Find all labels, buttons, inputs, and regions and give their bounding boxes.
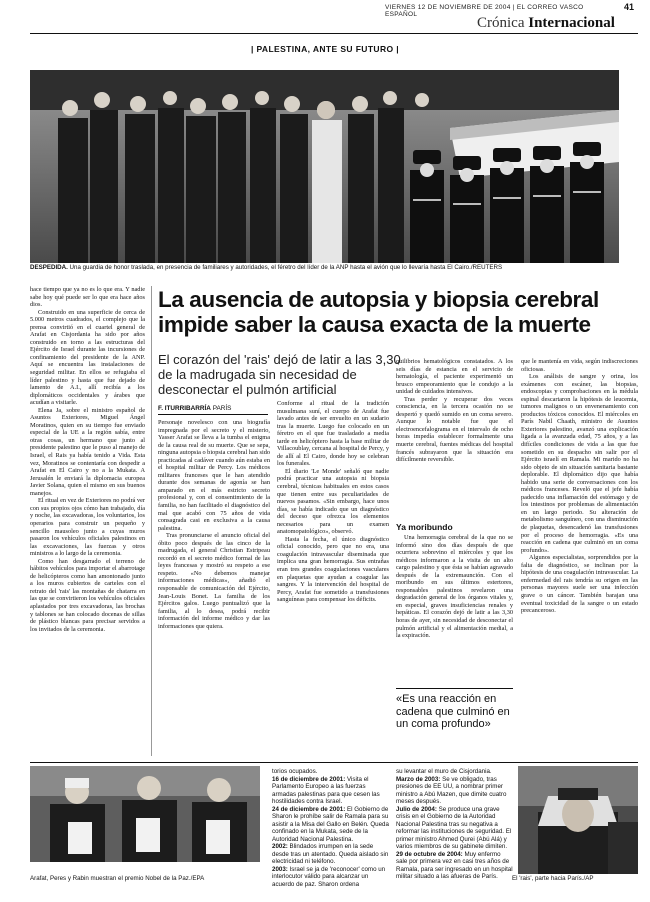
chronology-text: Muy enfermo sale por primera vez en casi tres años de Ramala, para ser ingresado en un hospital militar situado a las afueras de París. [396,850,513,880]
article-column-3 [396,358,513,523]
chronology-intro: torios ocupados. [272,768,318,775]
chronology-entry [272,866,390,889]
byline-city: PARÍS [212,405,232,412]
chronology-entry [272,776,390,806]
article-column-3b [396,534,513,682]
chronology-text: Se ve obligado, tras presiones de EE UU, a nombrar primer ministro a Abú Mazen, que dimite cuatro meses después. [396,775,507,805]
funeral-photo-illustration [30,70,619,263]
article-column-4 [521,358,638,756]
chronology-date: 2002: [272,843,288,850]
chronology-intro: su levantar el muro de Cisjordania. [396,768,492,775]
byline [158,405,268,412]
chronology-entry [272,843,390,866]
deck: El corazón del 'rais' dejó de latir a las 3,30 de la madrugada sin necesidad de desconectar el pulmón artificial [158,352,401,397]
nobel-caption: Arafat, Peres y Rabin muestran el premio Nobel de la Paz./EPA [30,875,205,882]
dateline: VIERNES 12 DE NOVIEMBRE DE 2004 | EL CORREO VASCO ESPAÑOL [385,4,584,18]
arafat-photo-illustration [518,766,638,874]
chronology-text: El Gobierno de Sharon le prohíbe salir de Ramala para su asistir a la Misa del Gallo en Belén. Queda confinado en la Mukata, sede de la Autoridad Nacional Palestina. [272,805,389,843]
byline-author: F. ITURRIBARRÍA [158,405,211,412]
headline: La ausencia de autopsia y biopsia cerebral impide saber la causa exacta de la muerte [158,287,599,337]
pull-quote: «Es una reacción en cadena que culminó en un coma profundo» [396,693,510,730]
article-paragraph: Conforme al ritual de la tradición musulmana suní, el cuerpo de Arafat fue lavado antes de ser envuelto en un sudario tras la muerte. Luego fue colocado en un féretro en el que fue trasladado a media tarde en helicóptero hasta la base militar de Villacoublay, cercana al hospital de Percy, y de allí al El Cairo, donde hoy se celebran los funerales. [277,400,389,468]
left-column [30,286,145,756]
kicker: | PALESTINA, ANTE SU FUTURO | [250,44,400,54]
chronology-date: 2003: [272,865,288,873]
left-paragraph: El ritual en vez de Exteriores no podrá ver con sus propios ojos cómo han trabajado, día y noche, las excavadoras, los voluntarios, los operarios para construir un pequeño y sencillo mausoleo junto a cuyas muros pasaron los vehículos oficiales palestinos en las excavaciones, las fuerzas y otros ministros a lo largo de la ceremonia. [30,497,145,558]
chronology-date: Marzo de 2003: [396,775,441,783]
chronology-entry [396,776,513,806]
article-paragraph: que le mantenía en vida, según indiscreciones oficiosas. [521,358,638,373]
chronology-column-1 [272,768,390,896]
chronology-date: Julio de 2004: [396,805,437,813]
nobel-photo [30,766,260,862]
chronology-date: 29 de octubre de 2004: [396,850,463,858]
article-paragraph: Los análisis de sangre y orina, los exámenes con escáner, las biopsias, endoscopias y comprobaciones en la médula espinal descartaron la hipótesis de leucemia, tumores malignos o un envenenamiento con productos tóxicos conocidos. El miércoles en París Nabil Chaath, ministro de Asuntos Exteriores palestino, avanzó una explicación ligada a la avanzada edad, 75 años, y a las difíciles condiciones de vida a las que fue sometido en su despacho sin salir por el Ejército israelí en Ramala. Mi marido no ha sido objeto de sin situación sanitaria bastante deplorable. El diplomático dijo que había habido una serie de conversaciones con los médicos franceses. Reveló que el jefe había padecido una inflamación del estómago y de los intestinos por problemas de alimentación en un largo periodo. Su alteración de metabolismo sanguíneo, con una disminución de plaquetas, desencadenó las transfusiones por el proceso de hemorragia. «Es una reacción en cadena que culminó en un coma profundo». [521,373,638,554]
article-paragraph: quilibrios hematológicos constatados. A los seis días de estancia en el servicio de hematología, el paciente experimentó un brusco empeoramiento que le condujo a la unidad de cuidados intensivos. [396,358,513,396]
section-title-light: Crónica [477,15,525,31]
caption-text: Una guardia de honor traslada, en presencia de familiares y autoridades, el féretro del líder de la ANP hasta el avión que lo llevaría hasta El Cairo./REUTERS [67,264,503,271]
article-paragraph: El diario 'Le Monde' señaló que nadie podrá practicar una autopsia ni biopsia cerebral, técnicas habituales en estos casos que tienen entre sus peculiaridades de nuevos pasamos. «Sin embargo, hace unos días, se había indicado que un diagnóstico del deceso que ofrezca los elementos necesarios para un examen anatomopatológico», observó. [277,467,389,536]
column-divider [151,286,152,756]
chronology-date: 16 de diciembre de 2001: [272,775,346,783]
article-paragraph: Tras perder y recuperar dos veces consciencia, en la tercera ocasión no se despertó y quedó sumido en un coma severo. Aunque lo notable fue que el electroencefalograma en el intervalo de ocho horas impedía establecer formalmente una muerte cerebral, fuentes médicas del hospital francés subrayaron que la situación era difícilmente reversible. [396,395,513,464]
chronology-text: Blindados irrumpen en la sede desde tras un atentado. Queda aislado sin electricidad ni teléfono. [272,843,389,865]
arafat-photo [518,766,638,874]
article-paragraph: Personaje novelesco con una biografía impregnada por el secreto y el misterio, Yasser Arafat se lleva a la tumba el enigma de la causa real de su muerte. Que se sepa, ninguna autopsia o biopsia cerebral han sido practicadas al cadáver cuando aún estaba en el hospital militar de Percy. Los médicos militares franceses que le han atendido durante dos semanas de agonía se han amparado en el más estricto secreto profesional y, con el consentimiento de la familia, no han facilitado el diagnóstico del mal que acabó con 75 años de vida consagrada casi en exclusiva a la causa palestina. [158,419,270,532]
chronology-entry [396,851,513,881]
chronology-column-2 [396,768,513,896]
caption-label: DESPEDIDA. [30,264,68,271]
chronology-text: Israel se ja de 'reconocer' como un interlocutor válido para alcanzar un acuerdo de paz. Sharon ordena [272,865,386,888]
chronology-text: Se produce una grave crisis en el Gobierno de la Autoridad Nacional Palestina tras su negativa a reformar las instituciones de seguridad. El primer ministro Ahmed Qurei (Abú Alá) y varios miembros de su gabinete dimiten. [396,805,512,850]
article-paragraph: Hasta la fecha, el único diagnóstico oficial conocido, pero que no era, una coagulación intravascular diseminada que implica una gran hemorragia. Sus entrañas eran tres grandes coagulaciones vasculares en plaquetas que ayudan a coagular las sangres. Y la intervención del hospital de Percy, Arafat fue sometido a transfusiones sanguíneas para compensar los déficits. [277,535,389,604]
article-column-2 [277,400,389,756]
section-title [477,15,615,32]
article-column-1 [158,419,270,756]
funeral-photo [30,70,619,263]
chronology-text: Visita el Parlamento Europeo a las fuerzas armadas palestinas para que cesen las hostilidades contra Israel. [272,775,380,805]
left-paragraph: Elena Ja, sobre el ministro español de Asuntos Exteriores, Miguel Ángel Moratinos, quien en su tiempo fue enviado especial de la UE a la región sabía, entre otras cosas, un hermano que junto al presidente palestino que le puso al manejo de Israel, el Rais ya había tenido a Vida. Esta vez, Moratinos se contentaría con despedir a Arafat en El Cairo y no a la Mukata. A Jerusalén le enviará la diplomacia europea Javier Solana, quien el mismo en sus buenos manejos. [30,406,145,497]
byline-rule [158,414,268,415]
left-paragraph: hace tiempo que ya no es lo que era. Y nadie sabe hoy qué puede ser lo que era hace años dios. [30,286,145,309]
subhead: Ya moribundo [396,522,453,532]
left-paragraph: Construido en una superficie de cerca de 5.000 metros cuadrados, el complejo que la prensa convirtió en el cuartel general de Arafat en Cisjordania ha sido por años construido en torno a las estructuras del Ejército de Israel durante las incursiones de confinamiento del presidente de la ANP. Aquí se encuentra las instalaciones de seguridad militar. En ellos se refugiaba el líder palestino y hasta que fue dejado de lamento de A.I., allí recibía a los diplomáticos occidentales y árabes que acudían a visitarle. [30,308,145,407]
header-rule [30,33,638,34]
top-photo-caption [30,264,630,272]
section-title-bold: Internacional [528,15,615,31]
chronology-entry [396,806,513,851]
arafat-caption: El 'rais', parte hacia París./AP [512,875,594,882]
bottom-rule [30,762,638,763]
left-paragraph: Como han desgarrado el terreno de hábitos vehículos para importar el abarrotage de helicópteros como han amontonado junto a los muros cubiertos de carteles con el retrato del 'rais' las montañas de chatarra en las que se convirtieron los vehículos oficiales aplastados por tres excavadoras, las brochas y tablones se han colocado docenas de sillas de plástico blancas para precisar servidos a los invitados de la ceremonia. [30,557,145,633]
chronology-entry [272,806,390,844]
page-number: 41 [624,2,635,12]
pull-quote-rule-top [396,688,513,689]
article-paragraph: Una hemorragia cerebral de la que no se informó sino dos días después de que ocurriera sobrevino el miércoles y que los médicos informaron a la visita de un alto cargo palestino y que ésta se habían agravado después de la extremaunción. Con el moribundo en sus últimos estertores, responsables palestinos revelaron una degradación general de los órganos vitales y, en especial, graves insuficiencias renales y hepáticas. El corazón dejó de latir a las 3,30 horas de ayer, sin necesidad de desconectar el pulmón artificial y el alimentación medial, a la expiración. [396,534,513,640]
nobel-photo-illustration [30,766,260,862]
chronology-date: 24 de diciembre de 2001: [272,805,346,813]
article-paragraph: Tras pronunciarse el anuncio oficial del óbito poco después de las cinco de la madrugada, el general Christian Estripeau recordó en el secreto médico formal de las leyes francesas y mostró su respeto a ese respeto. «No debemos manejar informaciones médicas», añadió el responsable de comunicación del Ejército, Jean-Louis Bonet. La familia de los Ejércitos galos. Luego puntualizó que la familia, al lo desea, podrá recibir información del informe médico y dar las informaciones que quiera. [158,532,270,630]
article-paragraph: Algunos especialistas, sorprendidos por la falta de diagnóstico, se inclinan por la hipótesis de una coagulación intravascular. La enfermedad del rais tendría su origen en las personas mayores suele ser una infección grave o un cáncer. También barajan una eventual toxicidad de la sangre o un estado precanceroso. [521,554,638,615]
